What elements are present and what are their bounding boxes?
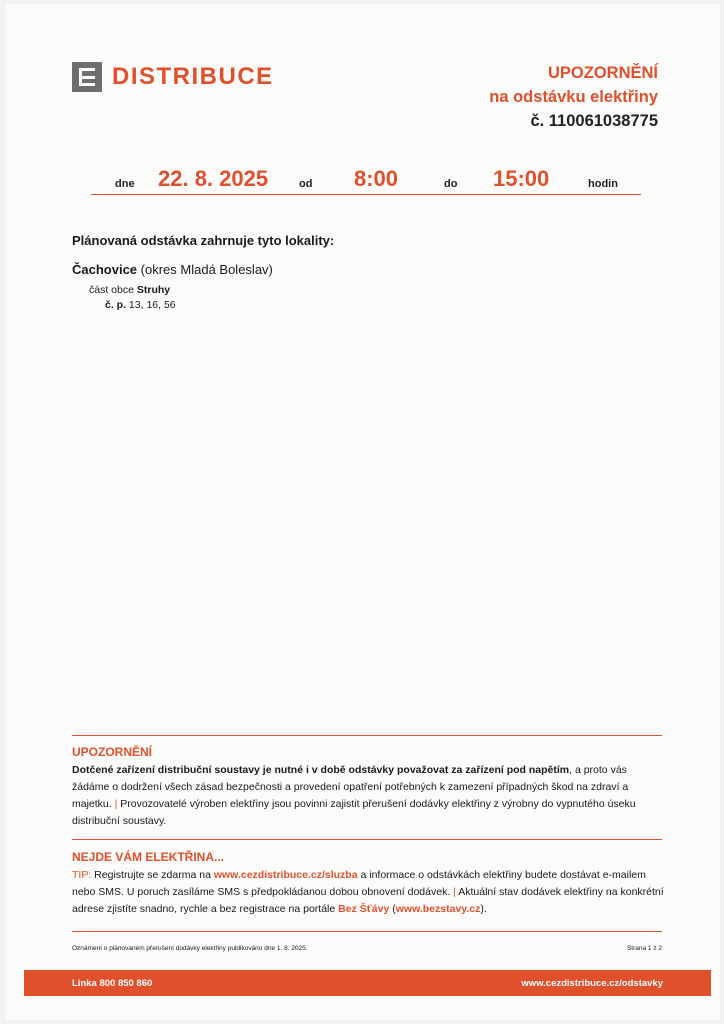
hotline: Linka 800 850 860	[72, 978, 153, 989]
portal-name: Bez Šťávy	[338, 903, 390, 915]
part-label: část obce	[89, 284, 137, 296]
cez-logo	[72, 62, 274, 92]
registration-link[interactable]: www.cezdistribuce.cz/sluzba	[213, 869, 358, 881]
footer-bar	[24, 970, 711, 996]
locations-heading: Plánovaná odstávka zahrnuje tyto lokality:	[72, 233, 335, 248]
warning-text-part2: Provozovatelé výroben elektřiny jsou povinni zajistit přerušení dodávky elektřiny z výrobny do vypnutého úseku distribuční soustavy.	[72, 798, 636, 827]
paren-close: ).	[480, 903, 487, 915]
warning-text-part1: , a proto vás žádáme o dodržení všech zásad bezpečnosti a provedení opatření potřebných k zamezení případných škod na zdraví a majetku.	[72, 764, 629, 810]
warning-bold-text: Dotčené zařízení distribuční soustavy je nutné i v době odstávky považovat za zařízení pod napětím	[72, 764, 570, 776]
notice-title: UPOZORNĚNÍ	[547, 64, 658, 82]
from-time: 8:00	[354, 166, 399, 191]
outage-text-part2: a informace o odstávkách elektřiny budete dostávat e-mailem nebo SMS. U poruch zasíláme SMS s předpokládanou dobou obnovení dodávek.	[72, 869, 646, 898]
notice-subtitle: na odstávku elektřiny	[489, 88, 658, 106]
page-number: Strana 1 z 2	[626, 945, 662, 952]
day-label: dne	[115, 178, 135, 190]
location-town	[72, 262, 273, 277]
outage-info-text	[72, 867, 664, 918]
divider	[72, 931, 662, 932]
town-district: (okres Mladá Boleslav)	[137, 262, 273, 277]
numbers-label: č. p.	[105, 299, 127, 311]
warning-text	[72, 762, 664, 830]
separator: |	[111, 798, 121, 810]
outage-info-title: NEJDE VÁM ELEKTŘINA...	[72, 850, 225, 864]
location-house-numbers	[105, 299, 176, 311]
published-note: Oznámení o plánovaném přerušení dodávky elektřiny publikováno dne 1. 8. 2025.	[72, 945, 308, 952]
warning-title: UPOZORNĚNÍ	[72, 745, 153, 759]
logo-text: DISTRIBUCE	[112, 63, 274, 90]
divider	[72, 735, 662, 736]
notice-title-block	[489, 61, 658, 133]
to-time: 15:00	[493, 166, 550, 191]
notice-number: č. 110061038775	[530, 112, 658, 130]
footer-website-link[interactable]: www.cezdistribuce.cz/odstavky	[521, 978, 663, 989]
numbers-list: 13, 16, 56	[126, 299, 176, 311]
outage-text-part1: Registrujte se zdarma na	[91, 869, 214, 881]
town-name: Čachovice	[72, 262, 138, 277]
to-label: do	[444, 178, 458, 190]
from-label: od	[299, 178, 313, 190]
tip-label: TIP:	[72, 869, 92, 881]
divider	[72, 839, 662, 840]
hours-label: hodin	[588, 178, 618, 190]
bezstavy-link[interactable]: www.bezstavy.cz	[395, 903, 481, 915]
separator: |	[450, 886, 459, 898]
outage-text-part3: Aktuální stav dodávek elektřiny na konkrétní adrese zjistíte snadno, rychle a bez registrace na portále	[72, 886, 664, 915]
schedule-row	[91, 166, 641, 195]
location-part	[89, 284, 170, 296]
cez-logo-icon	[72, 62, 102, 92]
part-name: Struhy	[136, 284, 171, 296]
paren-open: (	[389, 903, 396, 915]
outage-date: 22. 8. 2025	[158, 166, 269, 191]
